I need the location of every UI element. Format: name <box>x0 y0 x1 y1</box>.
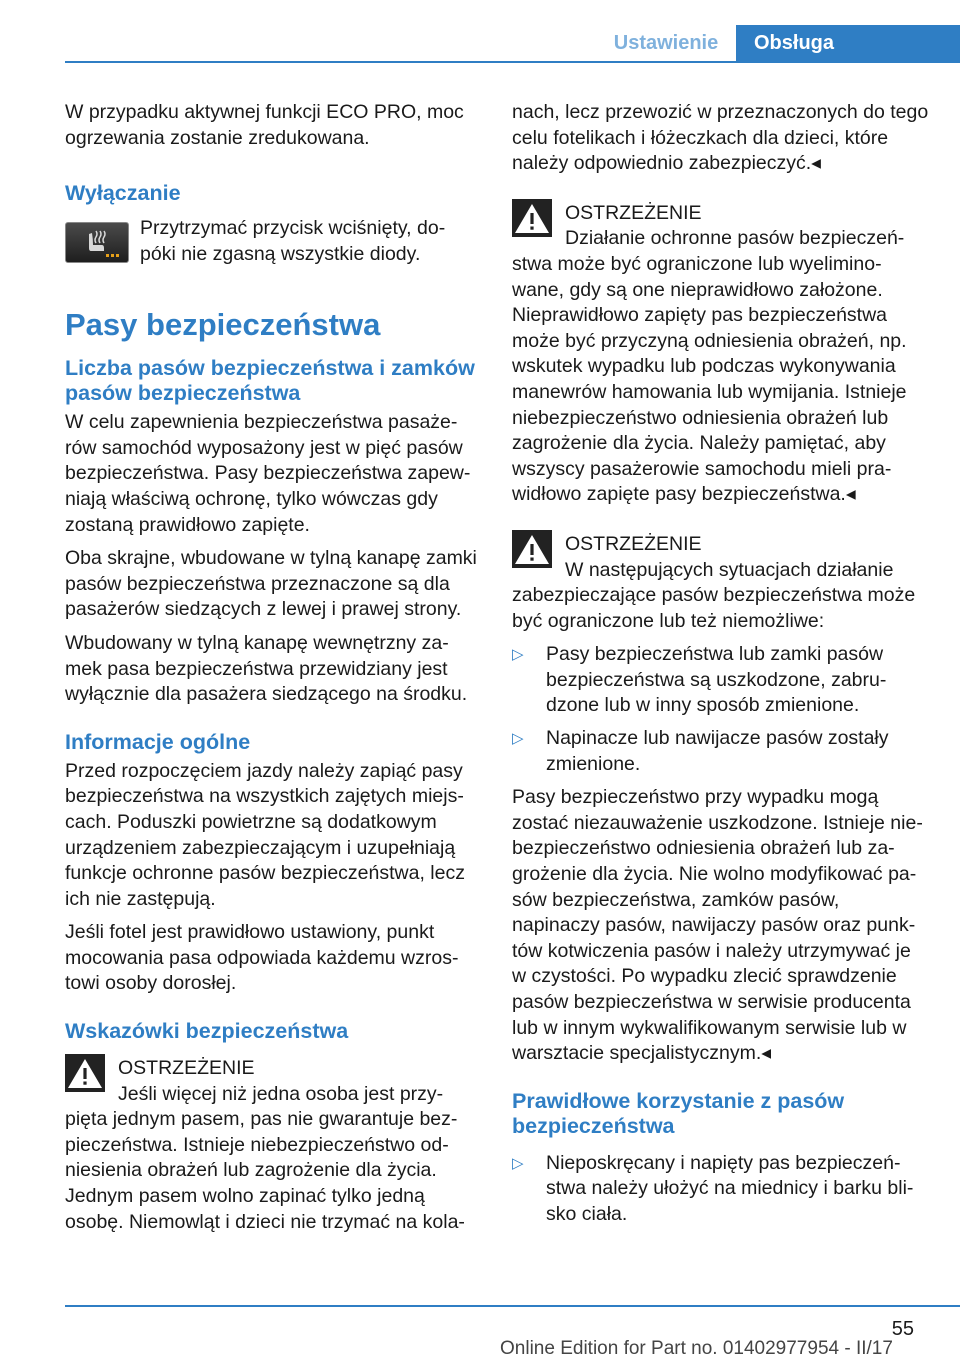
paragraph-skrajne-zamki: Oba skrajne, wbudowane w tylną kanapę zamki pasów bezpieczeństwa przeznaczone są dla pasażerów siedzących z lewej i prawej strony. <box>65 547 477 621</box>
eco-pro-note: W przypadku aktywnej funkcji ECO PRO, moc ogrzewania zostanie zredukowana. <box>65 101 464 149</box>
warning-text: pięta jednym pasem, pas nie gwarantuje bez-pieczeństwa. Istnieje niebezpieczeństwo od-niesienia obrażeń lub zagrożenie dla życia. Jednym pasem wolno zapinać tylko jedną osobę. Niemowląt i dzieci nie trzymać na kola- <box>65 1108 465 1233</box>
header-rule <box>65 61 960 63</box>
warning-label: OSTRZEŻENIE <box>118 1057 255 1080</box>
paragraph-przed-jazda: Przed rozpoczęciem jazdy należy zapiąć pasy bezpieczeństwa na wszystkich zajętych miejs-cach. Poduszki powietrzne są dodatkowym urządzeniem zabezpieczającym i uzupełniają funkcje ochronne pasów bezpieczeństwa, lecz ich nie zastępują. <box>65 759 465 910</box>
wylaczanie-text: Przytrzymać przycisk wciśnięty, do-póki nie zgasną wszystkie diody. <box>140 217 446 265</box>
section-tab-obsluga[interactable]: Obsługa <box>736 25 960 61</box>
right-column <box>512 100 930 1236</box>
warning-block-2 <box>512 199 930 508</box>
triangle-bullet-icon: ▷ <box>512 1154 524 1172</box>
paragraph-uszkodzenia: Pasy bezpieczeństwo przy wypadku mogą zostać niezauważenie uszkodzone. Istnieje nie-bezpieczeństwo odniesienia obrażeń lub za-grożenie dla życia. Nie wolno modyfikować pa-sów bezpieczeństwa, zamków pasów, napinaczy pasów, nawijaczy pasów oraz punk-tów kotwiczenia pasów i należy utrzymywać je w czystości. Po wypadku zlecić sprawdzenie pasów bezpieczeństwa w serwisie producenta lub w innym wykwalifikowanym serwisie lub w warsztacie specjalistycznym.◂ <box>512 786 923 1065</box>
triangle-bullet-icon: ▷ <box>512 646 524 664</box>
page-header <box>0 0 960 62</box>
footer-rule <box>65 1305 960 1307</box>
warning-block-3 <box>512 530 930 634</box>
list-ograniczenia <box>512 642 930 777</box>
warning-text: stwa może być ograniczone lub wyelimino-wane, gdy są one nieprawidłowo założone. Nieprawidłowo zapięty pas bezpieczeństwa może być przyczyną odniesienia obrażeń, np. wskutek wypadku lub podczas wykonywania manewrów hamowania lub wymijania. Istnieje niebezpieczeństwo odniesienia obrażeń lub zagrożenie dla życia. Należy pamiętać, aby wszyscy pasażerowie samochodu mieli pra-widłowo zapięte pasy bezpieczeństwa.◂ <box>512 252 907 506</box>
warning-icon <box>65 1054 105 1092</box>
paragraph-piec-pasow: W celu zapewnienia bezpieczeństwa pasaże-rów samochód wyposażony jest w pięć pasów bezpieczeństwa. Pasy bezpieczeństwa zapew-niają właściwą ochronę, tylko wówczas gdy zostaną prawidłowo zapięte. <box>65 411 471 536</box>
warning-text: zabezpieczające pasów bezpieczeństwa może być ograniczone lub też niemożliwe: <box>512 584 916 632</box>
warning-text-first-line: Jeśli więcej niż jedna osoba jest przy- <box>118 1082 444 1105</box>
heading-wskazowki: Wskazówki bezpieczeństwa <box>65 1019 349 1044</box>
paragraph-continuation: nach, lecz przewozić w przeznaczonych do tego celu fotelikach i łóżeczkach dla dzieci, które należy odpowiednio zabezpieczyć.◂ <box>512 101 929 175</box>
section-tab-ustawienie[interactable]: Ustawienie <box>613 32 719 54</box>
list-item: ▷ Napinacze lub nawijacze pasów zostały zmienione. <box>512 727 889 775</box>
list-item: ▷ Nieposkręcany i napięty pas bezpieczeń-stwa należy ułożyć na miednicy i barku bli-sko ciała. <box>512 1151 914 1225</box>
seat-heating-icon <box>65 222 129 263</box>
paragraph-wewnetrzny-zamek: Wbudowany w tylną kanapę wewnętrzny za-mek pasa bezpieczeństwa przewidziany jest wyłącznie dla pasażera siedzącego na środku. <box>65 631 468 706</box>
heading-informacje-ogolne: Informacje ogólne <box>65 729 251 754</box>
triangle-bullet-icon: ▷ <box>512 730 524 748</box>
heading-wylaczanie: Wyłączanie <box>65 181 181 206</box>
wylaczanie-row <box>65 216 480 268</box>
paragraph-ustawienie-fotela: Jeśli fotel jest prawidłowo ustawiony, punkt mocowania pasa odpowiada każdemu wzros-towi osoby dorosłej. <box>65 921 459 995</box>
warning-icon <box>512 530 552 568</box>
list-prawidlowe <box>512 1151 930 1228</box>
left-column <box>65 100 480 1243</box>
list-item: ▷ Pasy bezpieczeństwa lub zamki pasów bezpieczeństwa są uszkodzone, zabru-dzone lub w inny sposób zmienione. <box>512 643 887 717</box>
heading-prawidlowe-korzystanie: Prawidłowe korzystanie z pasów bezpieczeństwa <box>512 1088 845 1138</box>
warning-block-1 <box>65 1054 480 1235</box>
edition-footer: Online Edition for Part no. 01402977954 - II/17 <box>500 1338 893 1359</box>
warning-text-first-line: W następujących sytuacjach działanie <box>565 558 894 581</box>
warning-icon <box>512 199 552 237</box>
page-number: 55 <box>891 1318 914 1340</box>
warning-label: OSTRZEŻENIE <box>565 532 702 555</box>
warning-text-first-line: Działanie ochronne pasów bezpieczeń- <box>565 227 905 250</box>
warning-label: OSTRZEŻENIE <box>565 201 702 224</box>
heading-pasy-bezpieczenstwa: Pasy bezpieczeństwa <box>65 307 381 343</box>
heading-liczba-pasow: Liczba pasów bezpieczeństwa i zamków pasów bezpieczeństwa <box>65 356 475 406</box>
